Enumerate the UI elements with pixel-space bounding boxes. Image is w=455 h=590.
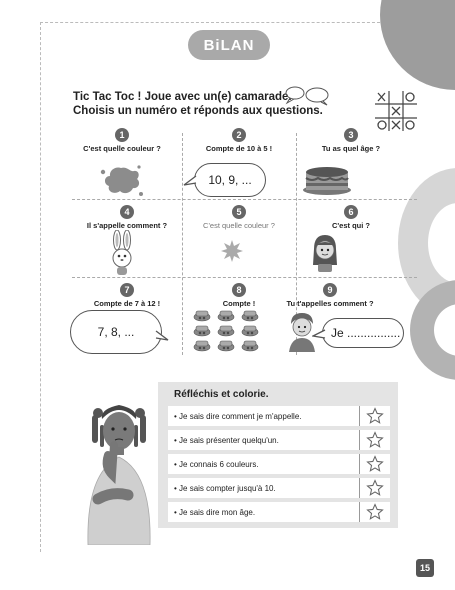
bubble-text: 7, 8, ... [97,325,135,339]
cell-question: C'est qui ? [331,221,371,230]
decorative-circle-top [380,0,455,90]
self-assessment-title: Réfléchis et colorie. [174,389,269,400]
bubble-tail-icon [312,329,326,341]
cell-question: Tu as quel âge ? [321,144,381,153]
speech-bubble-count-down [194,163,266,197]
assessment-text: • Je connais 6 couleurs. [174,459,259,469]
cell-number: 8 [232,283,246,297]
speech-bubbles-icon [283,84,333,106]
cell-question: C'est quelle couleur ? [83,144,161,153]
assessment-text: • Je sais présenter quelqu'un. [174,435,279,445]
cell-question: Compte de 7 à 12 ! [93,299,161,308]
bubble-tail-icon [155,330,169,342]
cell-2[interactable] [182,128,296,153]
objects-to-count-icon [193,309,265,355]
cell-7[interactable] [72,283,182,308]
dashed-frame-left [40,22,42,552]
cell-5[interactable] [182,205,296,230]
assessment-row [168,454,390,474]
rabbit-icon [108,230,136,276]
star-icon[interactable] [360,407,390,425]
speech-bubble-count-up [70,310,162,354]
cell-question: Tu t'appelles comment ? [286,299,374,308]
bubble-text: Je ................ [331,326,401,340]
speech-bubble-name [322,318,404,348]
cell-question: C'est quelle couleur ? [203,221,275,230]
grid-divider-2 [72,277,417,278]
instruction-line-2: Choisis un numéro et réponds aux questions. [73,105,323,117]
cell-number: 3 [344,128,358,142]
instruction-line-1: Tic Tac Toc ! Joue avec un(e) camarade. [73,91,292,103]
star-icon[interactable] [360,455,390,473]
dashed-frame-top [40,22,380,24]
bilan-badge: BiLAN [188,30,270,60]
page-number: 15 [416,559,434,577]
assessment-text: • Je sais dire comment je m'appelle. [174,411,302,421]
cell-4[interactable] [72,205,182,230]
birthday-cake-icon [302,160,352,196]
cell-1[interactable] [72,128,172,153]
cell-6[interactable] [296,205,406,230]
tic-tac-toe-grid-icon [374,90,418,132]
cell-3[interactable] [296,128,406,153]
assessment-row [168,430,390,450]
assessment-row [168,406,390,426]
cell-number: 4 [120,205,134,219]
star-icon[interactable] [360,503,390,521]
cell-number: 2 [232,128,246,142]
cell-question: Compte ! [222,299,256,308]
paint-splash-icon [97,162,145,200]
cell-number: 5 [232,205,246,219]
cell-question: Il s'appelle comment ? [86,221,168,230]
gray-splash-icon [219,238,245,264]
assessment-row [168,478,390,498]
cell-number: 9 [323,283,337,297]
star-icon[interactable] [360,431,390,449]
cell-question: Compte de 10 à 5 ! [205,144,273,153]
cell-number: 7 [120,283,134,297]
cell-9[interactable] [280,283,380,308]
cell-number: 1 [115,128,129,142]
grid-divider-v1 [182,133,183,355]
cell-8[interactable] [182,283,296,308]
girl-face-icon [310,233,340,273]
star-icon[interactable] [360,479,390,497]
thinking-girl-illustration [78,395,160,545]
cell-number: 6 [344,205,358,219]
assessment-text: • Je sais compter jusqu'à 10. [174,483,276,493]
assessment-row [168,502,390,522]
bubble-tail-icon [183,175,197,187]
bubble-text: 10, 9, ... [208,173,252,187]
assessment-text: • Je sais dire mon âge. [174,507,256,517]
